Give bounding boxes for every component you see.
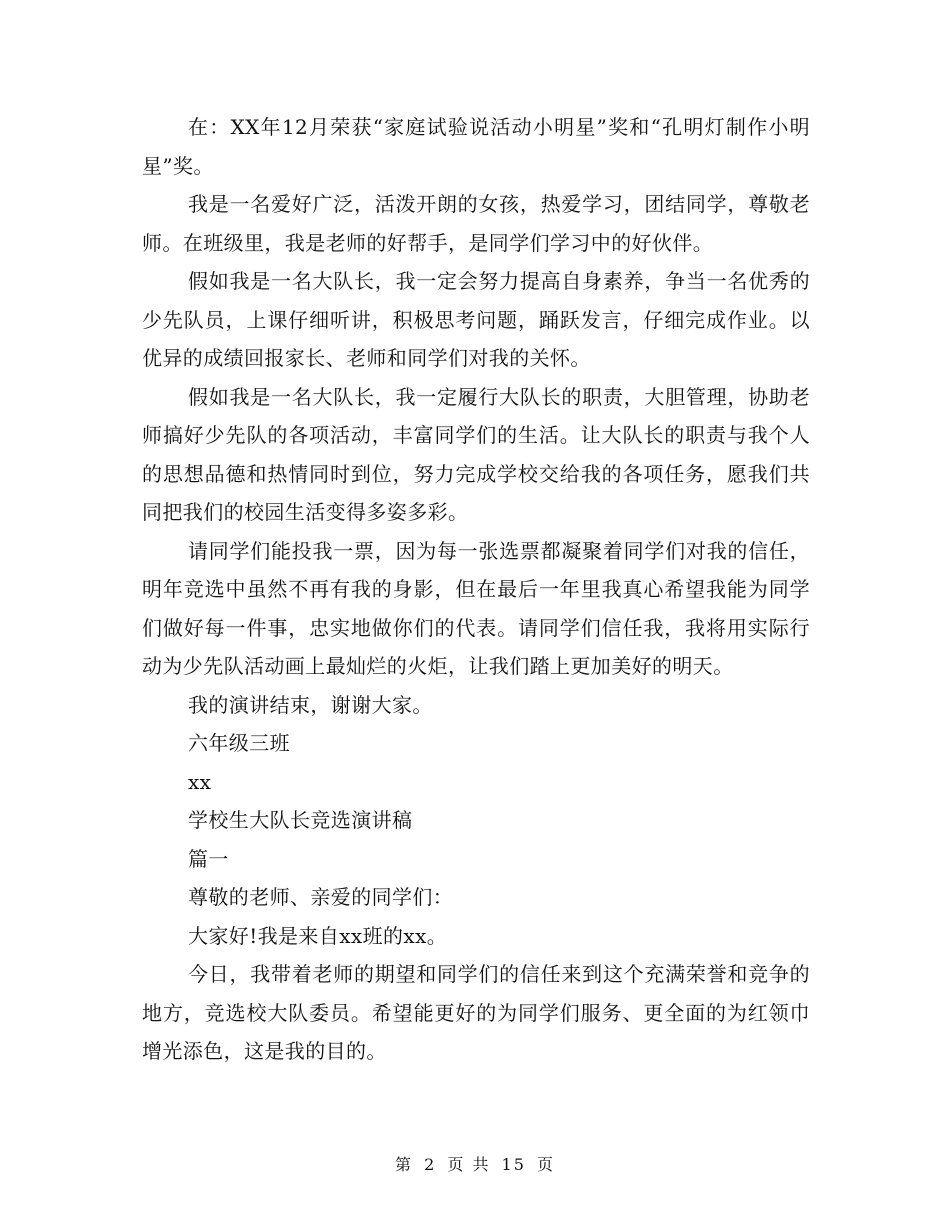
signature-name: xx — [188, 769, 212, 794]
greeting: 大家好!我是来自xx班的xx。 — [188, 923, 448, 948]
signature-class: 六年级三班 — [188, 731, 290, 755]
section-label: 篇一 — [188, 846, 229, 871]
footer-prefix: 第 — [394, 1155, 413, 1174]
footer-middle: 页 共 — [447, 1155, 491, 1174]
footer-suffix: 页 — [537, 1155, 556, 1174]
paragraph-study-pledge: 假如我是一名大队长，我一定会努力提高自身素养，争当一名优秀的少先队员，上课仔细听讲，积极思考问题，踊跃发言，仔细完成作业。以优异的成绩回报家长、老师和同学们对我的关怀。 — [142, 269, 810, 370]
section-title: 学校生大队长竞选演讲稿 — [188, 808, 413, 832]
paragraph-awards: 在：XX年12月荣获“家庭试验说活动小明星”奖和“孔明灯制作小明星”奖。 — [142, 115, 810, 178]
paragraph-closing: 我的演讲结束，谢谢大家。 — [188, 692, 433, 717]
footer-total-pages: 15 — [501, 1155, 526, 1174]
footer-page-number: 2 — [424, 1155, 437, 1174]
paragraph-self-intro: 我是一名爱好广泛，活泼开朗的女孩，热爱学习，团结同学，尊敬老师。在班级里，我是老师的好帮手，是同学们学习中的好伙伴。 — [142, 192, 810, 255]
page-footer — [0, 1152, 950, 1175]
document-body — [142, 108, 810, 1071]
paragraph-purpose: 今日，我带着老师的期望和同学们的信任来到这个充满荣誉和竞争的地方，竞选校大队委员。希望能更好的为同学们服务、更全面的为红领巾增光添色，这是我的目的。 — [142, 962, 810, 1063]
paragraph-vote-request: 请同学们能投我一票，因为每一张选票都凝聚着同学们对我的信任，明年竞选中虽然不再有我的身影，但在最后一年里我真心希望我能为同学们做好每一件事，忠实地做你们的代表。请同学们信任我，我将用实际行动为少先队活动画上最灿烂的火炬，让我们踏上更加美好的明天。 — [142, 538, 810, 678]
salutation: 尊敬的老师、亲爱的同学们： — [188, 885, 454, 909]
paragraph-duty-pledge: 假如我是一名大队长，我一定履行大队长的职责，大胆管理，协助老师搞好少先队的各项活动，丰富同学们的生活。让大队长的职责与我个人的思想品德和热情同时到位，努力完成学校交给我的各项任务，愿我们共同把我们的校园生活变得多姿多彩。 — [142, 384, 810, 524]
